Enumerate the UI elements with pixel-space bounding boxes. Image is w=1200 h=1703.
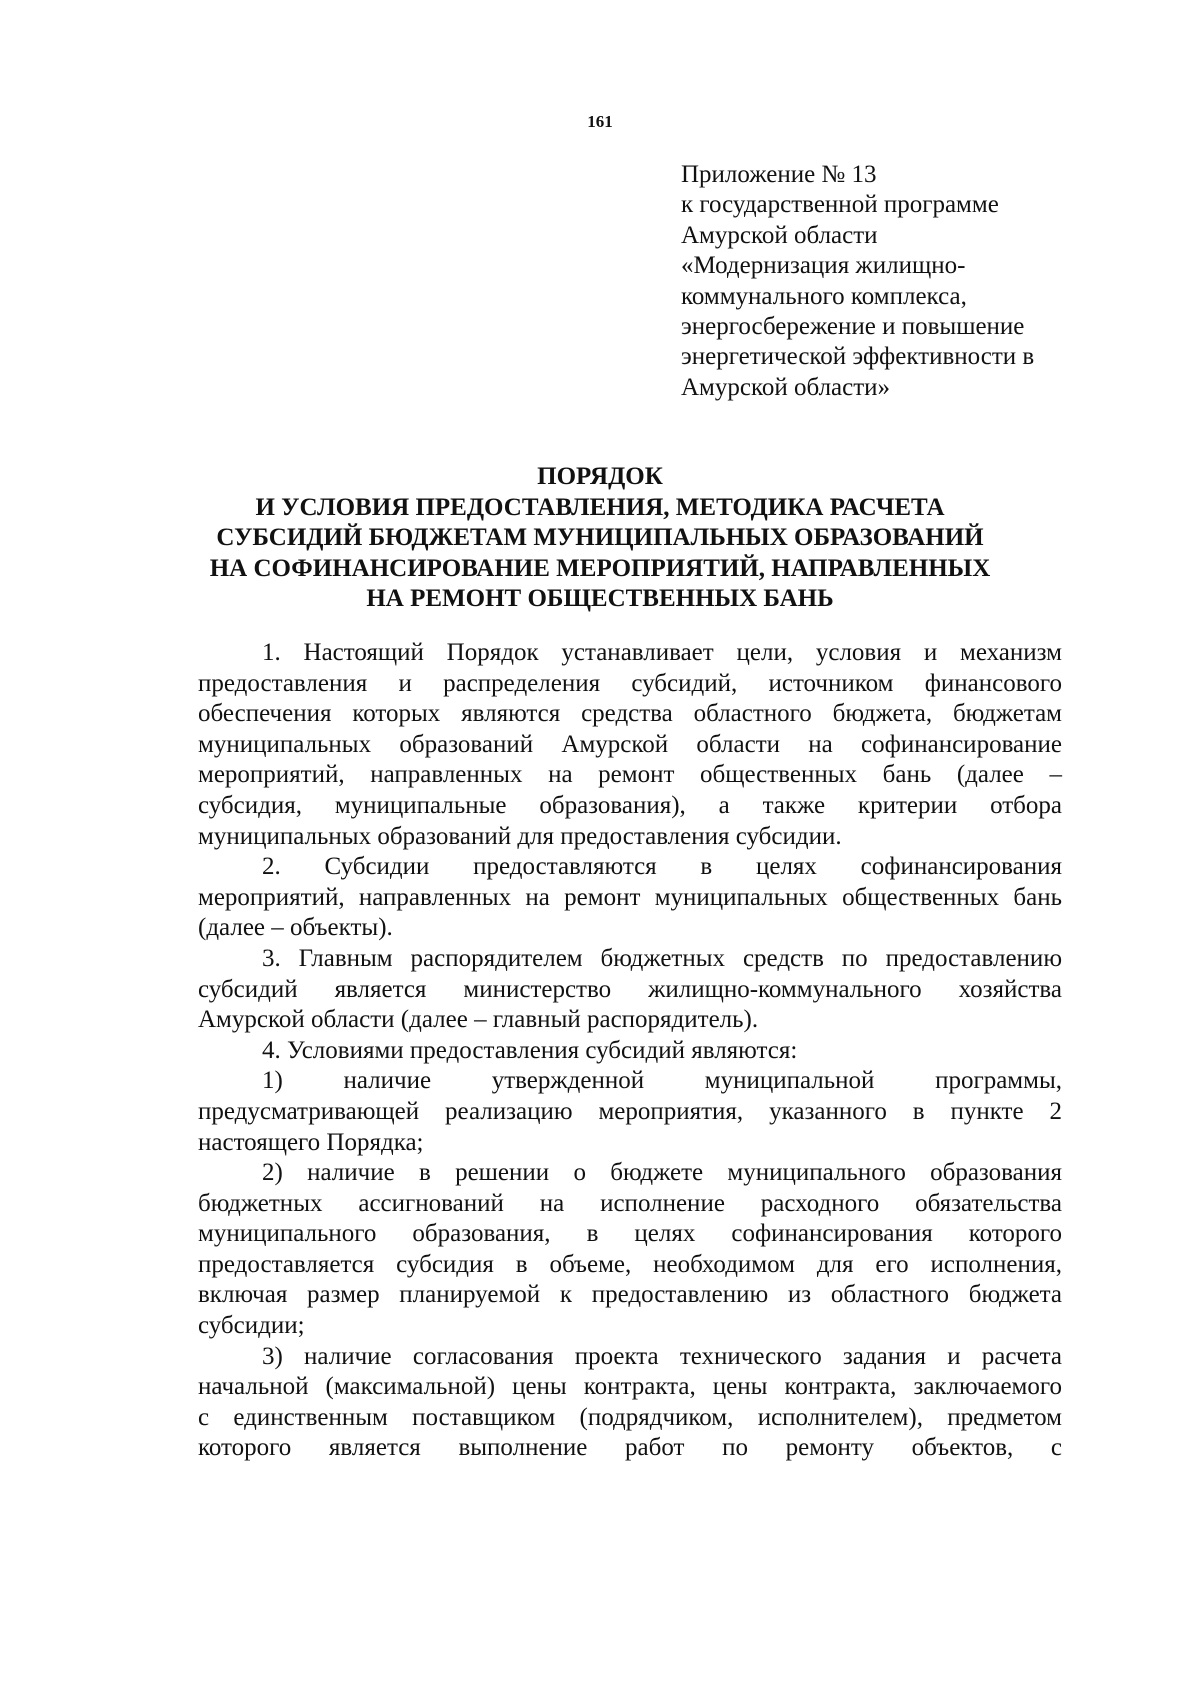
document-title (150, 462, 1050, 615)
text-line: 1) наличие утвержденной муниципальной программы, (262, 1067, 1062, 1095)
text-line: настоящего Порядка; (198, 1128, 424, 1156)
text-line: 3. Главным распорядителем бюджетных средств по предоставлению (262, 944, 1062, 972)
text-line: 2) наличие в решении о бюджете муниципального образования (262, 1159, 1062, 1187)
paragraph-4-2 (198, 1158, 1062, 1342)
text-line: которого является выполнение работ по ремонту объектов, с (198, 1434, 1062, 1462)
appendix-block (681, 160, 1101, 403)
text-line: (далее – объекты). (198, 914, 393, 942)
text-line: субсидии; (198, 1312, 305, 1340)
text-line: начальной (максимальной) цены контракта, цены контракта, заключаемого (198, 1373, 1062, 1401)
document-body (198, 638, 1062, 1464)
paragraph-3 (198, 944, 1062, 1036)
appendix-line: к государственной программе (681, 191, 999, 219)
title-line: ПОРЯДОК (537, 463, 663, 490)
paragraph-2 (198, 852, 1062, 944)
text-line: мероприятий, направленных на ремонт муниципальных общественных бань (198, 883, 1062, 911)
text-line: субсидия, муниципальные образования), а также критерии отбора (198, 791, 1062, 819)
title-line: НА СОФИНАНСИРОВАНИЕ МЕРОПРИЯТИЙ, НАПРАВЛЕННЫХ (209, 554, 991, 582)
text-line: 2. Субсидии предоставляются в целях софинансирования (262, 853, 1062, 881)
text-line: включая размер планируемой к предоставлению из областного бюджета (198, 1281, 1062, 1309)
text-line: предусматривающей реализацию мероприятия, указанного в пункте 2 (198, 1097, 1062, 1125)
appendix-line: Амурской области (681, 221, 878, 249)
title-line: НА РЕМОНТ ОБЩЕСТВЕННЫХ БАНЬ (366, 585, 834, 612)
paragraph-4-3 (198, 1342, 1062, 1464)
text-line: муниципального образования, в целях софинансирования которого (198, 1220, 1062, 1248)
text-line: мероприятий, направленных на ремонт общественных бань (далее – (198, 761, 1062, 789)
appendix-line: энергетической эффективности в (681, 343, 1035, 371)
appendix-line: «Модернизация жилищно- (681, 252, 966, 280)
text-line: Амурской области (далее – главный распорядитель). (198, 1006, 759, 1034)
text-line: бюджетных ассигнований на исполнение расходного обязательства (198, 1189, 1062, 1217)
text-line: обеспечения которых являются средства областного бюджета, бюджетам (198, 700, 1062, 728)
text-line: предоставления и распределения субсидий, источником финансового (198, 669, 1062, 697)
text-line: муниципальных образований Амурской области на софинансирование (198, 730, 1062, 758)
page-number: 161 (587, 112, 613, 131)
appendix-line: Приложение № 13 (681, 161, 877, 188)
text-line: предоставляется субсидия в объеме, необходимом для его исполнения, (198, 1250, 1062, 1278)
text-line: с единственным поставщиком (подрядчиком, исполнителем), предметом (198, 1403, 1062, 1431)
text-line: 3) наличие согласования проекта технического задания и расчета (262, 1342, 1062, 1370)
title-line: СУБСИДИЙ БЮДЖЕТАМ МУНИЦИПАЛЬНЫХ ОБРАЗОВАНИЙ (216, 524, 984, 551)
paragraph-4-1 (198, 1066, 1062, 1158)
appendix-line: коммунального комплекса, (681, 282, 967, 310)
text-line: муниципальных образований для предоставления субсидии. (198, 822, 842, 850)
text-line: 4. Условиями предоставления субсидий являются: (262, 1036, 798, 1064)
text-line: 1. Настоящий Порядок устанавливает цели, условия и механизм (262, 639, 1062, 666)
paragraph-4 (198, 1036, 1062, 1067)
text-line: субсидий является министерство жилищно-коммунального хозяйства (198, 975, 1062, 1003)
appendix-line: Амурской области» (681, 373, 891, 401)
title-line: И УСЛОВИЯ ПРЕДОСТАВЛЕНИЯ, МЕТОДИКА РАСЧЕТА (255, 493, 945, 521)
paragraph-1 (198, 638, 1062, 852)
appendix-line: энергосбережение и повышение (681, 313, 1025, 341)
